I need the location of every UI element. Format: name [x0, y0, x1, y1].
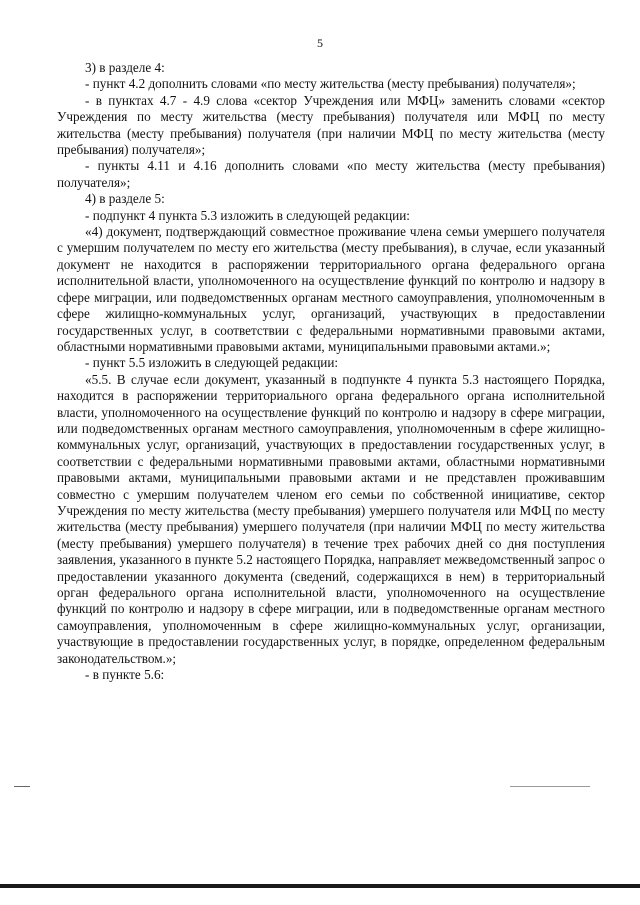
scan-mark-right: [510, 786, 590, 787]
paragraph: - пункт 4.2 дополнить словами «по месту жительства (месту пребывания) получателя»;: [85, 76, 576, 92]
bottom-border-line: [0, 884, 640, 888]
paragraph: «5.5. В случае если документ, указанный в подпункте 4 пункта 5.3 настоящего Порядка, находится в распоряжении территориального органа федерального органа исполнительной власти, уполномоченного на осуществление функций по контролю и надзору в сфере миграции, или подведомственных органам местного самоуправления, уполномоченным в сфере жилищно-коммунальных услуг, организаций, участвующих в предоставлении государственных услуг, в соответствии с федеральными нормативными правовыми актами, областными нормативными правовыми актами, муниципальными правовыми актами и не представлен проживавшим совместно с умершим получателем членом его семьи по собственной инициативе, сектор Учреждения по месту жительства (месту пребывания) умершего получателя или МФЦ по месту жительства (месту пребывания) умершего получателя (при наличии МФЦ по месту жительства (месту пребывания) умершего получателя) в течение трех рабочих дней со дня поступления заявления, указанного в пункте 5.2 настоящего Порядка, направляет межведомственный запрос о предоставлении указанного документа (сведений, содержащихся в нем) в территориальный орган федерального органа исполнительной власти, уполномоченного на осуществление функций по контролю и надзору в сфере миграции, или в подведомственные органам местного самоуправления, уполномоченным в сфере жилищно-коммунальных услуг, организации, участвующие в предоставлении государственных услуг, в порядке, определенном федеральным законодательством.»;: [57, 371, 605, 666]
paragraph: 3) в разделе 4:: [85, 60, 165, 75]
paragraph: - пункты 4.11 и 4.16 дополнить словами «по месту жительства (месту пребывания) получателя»;: [57, 158, 605, 190]
document-body: [57, 60, 605, 683]
paragraph: - подпункт 4 пункта 5.3 изложить в следующей редакции:: [85, 207, 410, 223]
paragraph: - в пункте 5.6:: [85, 667, 165, 683]
paragraph: - пункт 5.5 изложить в следующей редакции:: [85, 355, 339, 371]
paragraph: «4) документ, подтверждающий совместное проживание члена семьи умершего получателя с умершим получателем по месту его жительства (месту пребывания), в случае, если указанный документ не находится в распоряжении территориального органа федерального органа исполнительной власти, уполномоченного на осуществление функций по контролю и надзору в сфере миграции, или подведомственных органам местного самоуправления, уполномоченным в сфере жилищно-коммунальных услуг, организаций, участвующих в предоставлении государственных услуг, в соответствии с федеральными нормативными правовыми актами, областными нормативными правовыми актами, муниципальными правовыми актами.»;: [57, 224, 605, 354]
paragraph: - в пунктах 4.7 - 4.9 слова «сектор Учреждения или МФЦ» заменить словами «сектор Учреждения по месту жительства (месту пребывания) получателя или МФЦ по месту жительства (месту пребывания) получателя (при наличии МФЦ по месту жительства (месту пребывания) получателя»;: [57, 92, 605, 158]
scan-mark-left: [14, 786, 30, 787]
page-number: 5: [317, 36, 323, 50]
paragraph: 4) в разделе 5:: [85, 191, 165, 207]
